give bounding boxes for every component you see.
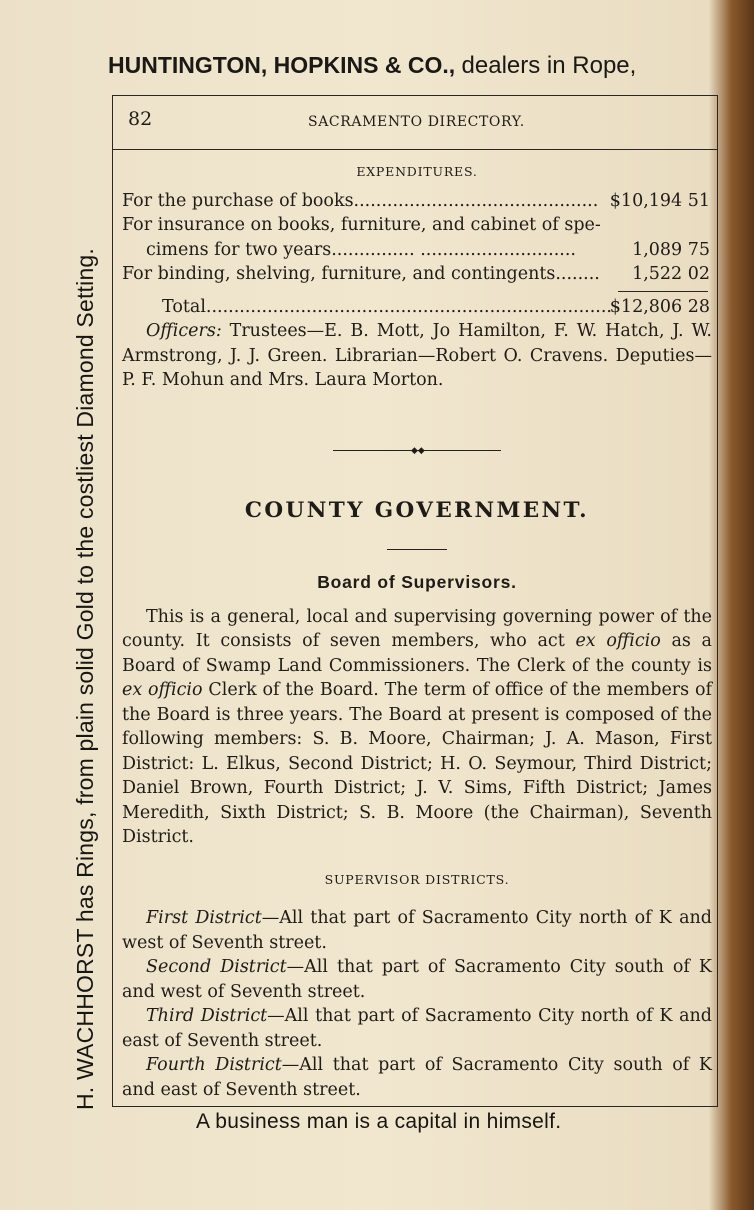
total-row [122, 295, 712, 320]
board-paragraph [122, 605, 712, 850]
district-text: —All that part of Sacramento City south of K and west of Seventh street. [122, 957, 713, 1002]
page-number: 82 [128, 108, 153, 130]
ornament-divider [333, 447, 501, 455]
board-text: as a Board of Swamp Land Commissioners. The Clerk of the county is [122, 631, 712, 676]
board-text-italic: ex officio [575, 631, 661, 651]
officers-paragraph [122, 319, 712, 393]
district-entry [122, 1053, 712, 1102]
side-advertisement: H. WACHHORST has Rings, from plain solid Gold to the costliest Diamond Setting. [72, 247, 98, 1110]
ornament-dot-icon: ◆◆ [411, 445, 425, 456]
district-name: First District [146, 908, 262, 928]
board-heading: Board of Supervisors. [317, 572, 517, 592]
district-text: —All that part of Sacramento City north of K and east of Seventh street. [122, 1006, 712, 1051]
districts-heading: SUPERVISOR DISTRICTS. [324, 871, 510, 887]
officers-label: Officers: [146, 321, 222, 341]
bottom-advertisement: A business man is a capital in himself. [196, 1110, 562, 1133]
expense-amount: $10,194 51 [609, 190, 710, 211]
district-text: —All that part of Sacramento City south of K and east of Seventh street. [122, 1055, 712, 1100]
expense-row [122, 238, 712, 263]
district-name: Fourth District [146, 1055, 282, 1075]
top-ad-firm: HUNTINGTON, HOPKINS & CO., [108, 52, 456, 78]
expense-label: For insurance on books, furniture, and cabinet of spe- [122, 215, 601, 235]
expenditures-heading: EXPENDITURES. [356, 164, 478, 179]
expense-row [122, 213, 712, 238]
district-entry [122, 1004, 712, 1053]
district-name: Second District [146, 957, 287, 977]
header-rule [112, 149, 718, 150]
top-advertisement [108, 52, 728, 80]
section-title: COUNTY GOVERNMENT. [244, 497, 590, 523]
board-text: Clerk of the Board. The term of office of the members of the Board is three years. The Board at present is composed of the following members: S. B. Moore, Chairman; J. A. Mason, First District: L. Elkus, Second District; H. O. Seymour, Third District; Daniel Brown, Fourth District; J. V. Sims, Fifth District; James Meredith, Sixth District; S. B. Moore (the Chairman), Seventh District. [122, 680, 712, 847]
board-text-italic: ex officio [122, 680, 203, 700]
district-entry [122, 906, 712, 955]
running-title: SACRAMENTO DIRECTORY. [308, 114, 525, 130]
expense-label: cimens for two years............... ............................ [146, 239, 576, 260]
total-rule-wrap [122, 287, 712, 295]
district-entry [122, 955, 712, 1004]
total-rule [618, 291, 708, 292]
expense-amount: 1,089 75 [632, 239, 710, 260]
expense-row [122, 189, 712, 214]
section-rule [387, 549, 447, 550]
expense-row [122, 262, 712, 287]
district-name: Third District [146, 1006, 268, 1026]
board-text: This is a general, local and supervising governing power of the county. It consists of seven members, who act [122, 606, 712, 651]
top-ad-tail: dealers in Rope, [461, 52, 637, 79]
page-content [122, 156, 712, 1102]
expense-label: For the purchase of books............................................ [122, 190, 599, 211]
total-amount: $12,806 28 [609, 296, 710, 317]
expense-amount: 1,522 02 [632, 264, 710, 284]
officers-text: Trustees—E. B. Mott, Jo Hamilton, F. W. Hatch, J. W. Armstrong, J. J. Green. Librarian—Robert O. Cravens. Deputies—P. F. Mohun and Mrs. Laura Morton. [122, 321, 712, 390]
expense-label: For binding, shelving, furniture, and contingents........ [122, 264, 600, 284]
total-label: Total......................................................................... [162, 296, 612, 317]
district-text: —All that part of Sacramento City north of K and west of Seventh street. [122, 908, 712, 953]
